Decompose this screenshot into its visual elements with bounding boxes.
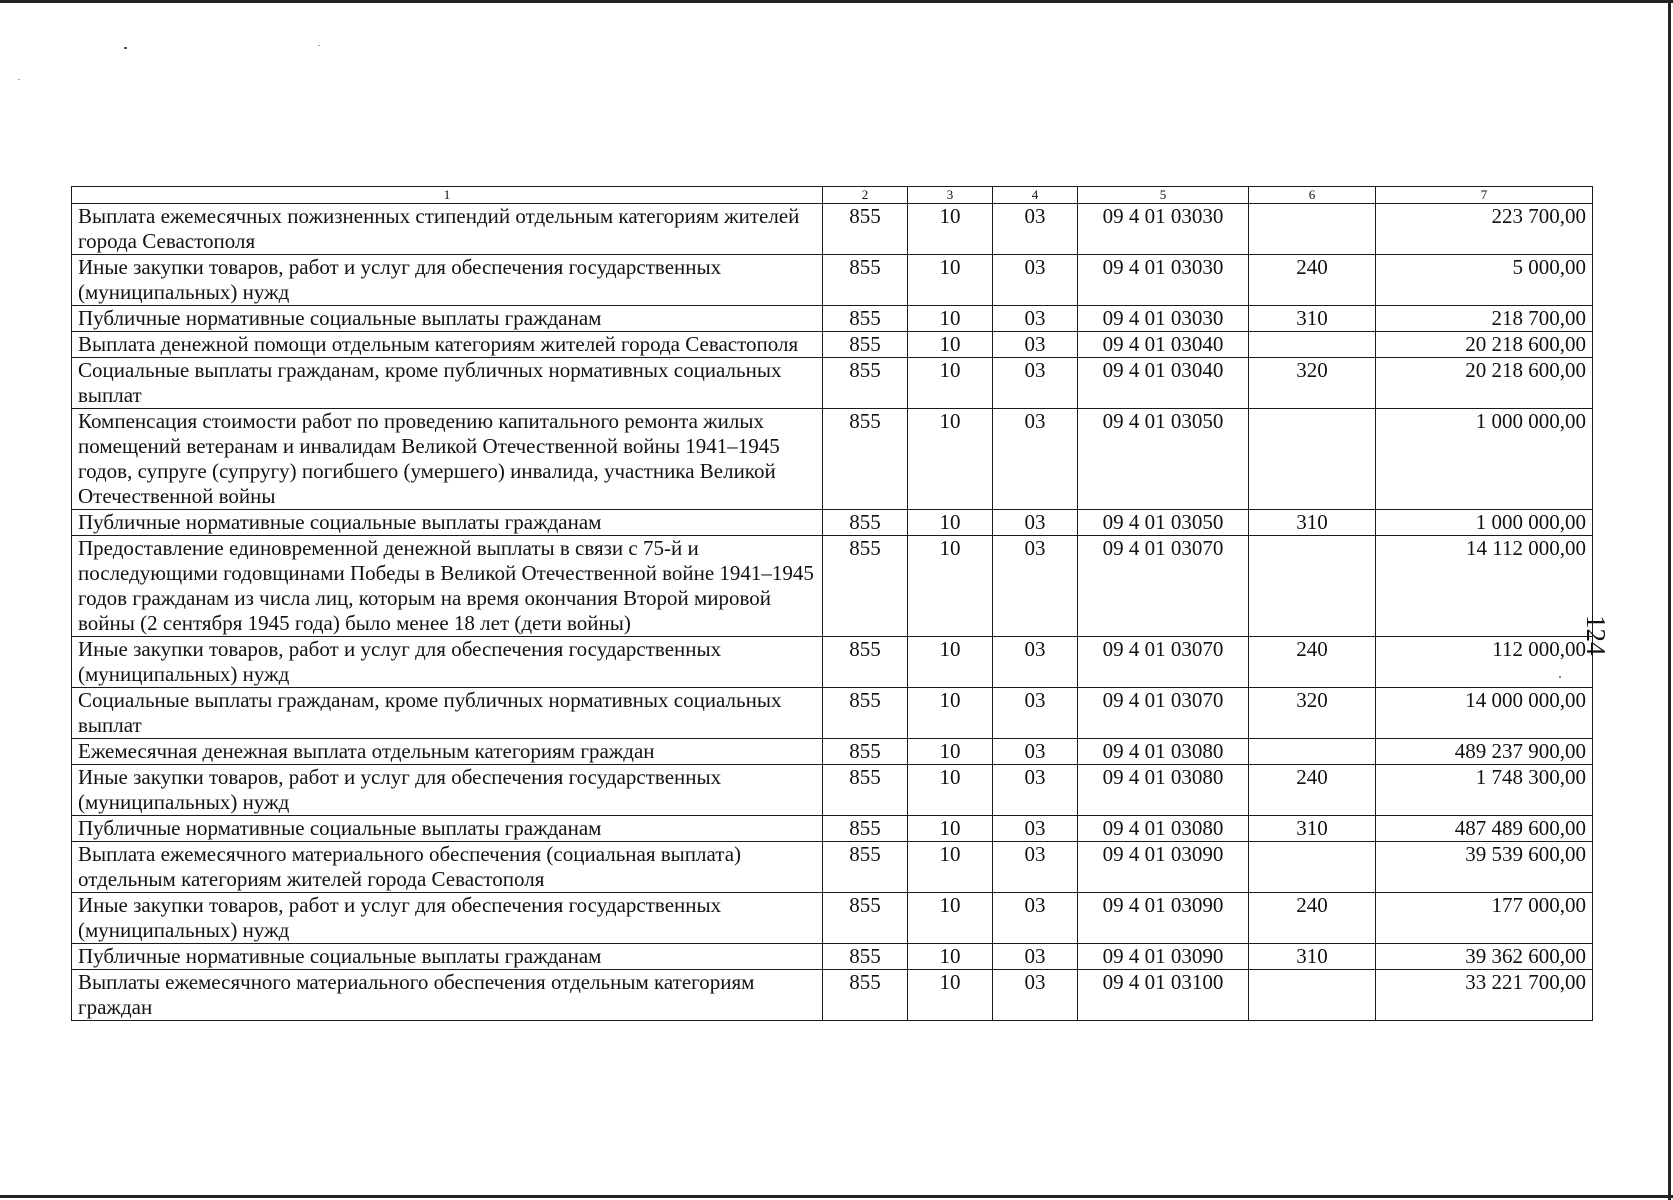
target-article-code: 09 4 01 03030 — [1078, 255, 1249, 306]
row-name: Выплата ежемесячных пожизненных стипендий отдельным категориям жителей города Севастополя — [72, 204, 823, 255]
budget-table — [71, 186, 1593, 1021]
expense-type-code — [1249, 970, 1376, 1021]
ministry-code: 855 — [823, 637, 908, 688]
subsection-code: 03 — [993, 536, 1078, 637]
ministry-code: 855 — [823, 255, 908, 306]
subsection-code: 03 — [993, 893, 1078, 944]
section-code: 10 — [908, 358, 993, 409]
amount: 1 748 300,00 — [1376, 765, 1593, 816]
amount: 223 700,00 — [1376, 204, 1593, 255]
expense-type-code — [1249, 536, 1376, 637]
section-code: 10 — [908, 893, 993, 944]
target-article-code: 09 4 01 03070 — [1078, 688, 1249, 739]
amount: 177 000,00 — [1376, 893, 1593, 944]
section-code: 10 — [908, 765, 993, 816]
expense-type-code — [1249, 332, 1376, 358]
row-name: Публичные нормативные социальные выплаты гражданам — [72, 306, 823, 332]
scan-right-edge — [1668, 0, 1671, 1200]
section-code: 10 — [908, 688, 993, 739]
amount: 14 112 000,00 — [1376, 536, 1593, 637]
subsection-code: 03 — [993, 739, 1078, 765]
column-number-row — [72, 187, 1593, 204]
expense-type-code — [1249, 204, 1376, 255]
expense-type-code: 240 — [1249, 765, 1376, 816]
subsection-code: 03 — [993, 970, 1078, 1021]
subsection-code: 03 — [993, 688, 1078, 739]
expense-type-code: 310 — [1249, 306, 1376, 332]
table-row — [72, 970, 1593, 1021]
column-number: 4 — [993, 187, 1078, 204]
section-code: 10 — [908, 842, 993, 893]
target-article-code: 09 4 01 03080 — [1078, 765, 1249, 816]
ministry-code: 855 — [823, 765, 908, 816]
ministry-code: 855 — [823, 332, 908, 358]
expense-type-code — [1249, 739, 1376, 765]
expense-type-code: 320 — [1249, 688, 1376, 739]
target-article-code: 09 4 01 03040 — [1078, 332, 1249, 358]
amount: 489 237 900,00 — [1376, 739, 1593, 765]
subsection-code: 03 — [993, 306, 1078, 332]
section-code: 10 — [908, 204, 993, 255]
target-article-code: 09 4 01 03100 — [1078, 970, 1249, 1021]
amount: 33 221 700,00 — [1376, 970, 1593, 1021]
table-row — [72, 893, 1593, 944]
table-row — [72, 842, 1593, 893]
row-name: Выплаты ежемесячного материального обеспечения отдельным категориям граждан — [72, 970, 823, 1021]
row-name: Иные закупки товаров, работ и услуг для обеспечения государственных (муниципальных) нужд — [72, 765, 823, 816]
column-number: 3 — [908, 187, 993, 204]
row-name: Компенсация стоимости работ по проведению капитального ремонта жилых помещений ветеранам и инвалидам Великой Отечественной войны 1941–1945 годов, супруге (супругу) погибшего (умершего) инвалида, участника Великой Отечественной войны — [72, 409, 823, 510]
table-row — [72, 637, 1593, 688]
row-name: Ежемесячная денежная выплата отдельным категориям граждан — [72, 739, 823, 765]
column-number: 7 — [1376, 187, 1593, 204]
section-code: 10 — [908, 739, 993, 765]
amount: 112 000,00 — [1376, 637, 1593, 688]
amount: 487 489 600,00 — [1376, 816, 1593, 842]
subsection-code: 03 — [993, 765, 1078, 816]
column-number: 6 — [1249, 187, 1376, 204]
ministry-code: 855 — [823, 842, 908, 893]
row-name: Публичные нормативные социальные выплаты гражданам — [72, 944, 823, 970]
ministry-code: 855 — [823, 510, 908, 536]
section-code: 10 — [908, 255, 993, 306]
amount: 1 000 000,00 — [1376, 409, 1593, 510]
amount: 218 700,00 — [1376, 306, 1593, 332]
subsection-code: 03 — [993, 637, 1078, 688]
subsection-code: 03 — [993, 816, 1078, 842]
ministry-code: 855 — [823, 816, 908, 842]
table-row — [72, 510, 1593, 536]
table-row — [72, 204, 1593, 255]
section-code: 10 — [908, 637, 993, 688]
expense-type-code: 310 — [1249, 816, 1376, 842]
row-name: Социальные выплаты гражданам, кроме публичных нормативных социальных выплат — [72, 358, 823, 409]
ministry-code: 855 — [823, 739, 908, 765]
row-name: Иные закупки товаров, работ и услуг для обеспечения государственных (муниципальных) нужд — [72, 637, 823, 688]
expense-type-code: 240 — [1249, 255, 1376, 306]
section-code: 10 — [908, 536, 993, 637]
target-article-code: 09 4 01 03070 — [1078, 536, 1249, 637]
section-code: 10 — [908, 816, 993, 842]
scan-speck — [318, 45, 320, 46]
table-row — [72, 306, 1593, 332]
target-article-code: 09 4 01 03090 — [1078, 893, 1249, 944]
ministry-code: 855 — [823, 536, 908, 637]
section-code: 10 — [908, 970, 993, 1021]
expense-type-code: 310 — [1249, 510, 1376, 536]
table-row — [72, 409, 1593, 510]
section-code: 10 — [908, 944, 993, 970]
ministry-code: 855 — [823, 409, 908, 510]
expense-type-code — [1249, 842, 1376, 893]
amount: 14 000 000,00 — [1376, 688, 1593, 739]
amount: 5 000,00 — [1376, 255, 1593, 306]
table-row — [72, 536, 1593, 637]
column-number: 5 — [1078, 187, 1249, 204]
table-row — [72, 358, 1593, 409]
subsection-code: 03 — [993, 358, 1078, 409]
ministry-code: 855 — [823, 204, 908, 255]
table-row — [72, 332, 1593, 358]
target-article-code: 09 4 01 03080 — [1078, 816, 1249, 842]
target-article-code: 09 4 01 03090 — [1078, 944, 1249, 970]
subsection-code: 03 — [993, 944, 1078, 970]
amount: 20 218 600,00 — [1376, 332, 1593, 358]
amount: 20 218 600,00 — [1376, 358, 1593, 409]
target-article-code: 09 4 01 03040 — [1078, 358, 1249, 409]
subsection-code: 03 — [993, 332, 1078, 358]
row-name: Выплата денежной помощи отдельным категориям жителей города Севастополя — [72, 332, 823, 358]
ministry-code: 855 — [823, 688, 908, 739]
target-article-code: 09 4 01 03050 — [1078, 510, 1249, 536]
expense-type-code: 240 — [1249, 637, 1376, 688]
section-code: 10 — [908, 306, 993, 332]
ministry-code: 855 — [823, 358, 908, 409]
subsection-code: 03 — [993, 510, 1078, 536]
amount: 1 000 000,00 — [1376, 510, 1593, 536]
expense-type-code — [1249, 409, 1376, 510]
row-name: Публичные нормативные социальные выплаты гражданам — [72, 816, 823, 842]
scan-bottom-edge — [0, 1195, 1673, 1198]
scan-speck — [18, 79, 20, 80]
ministry-code: 855 — [823, 944, 908, 970]
row-name: Социальные выплаты гражданам, кроме публичных нормативных социальных выплат — [72, 688, 823, 739]
expense-type-code: 320 — [1249, 358, 1376, 409]
ministry-code: 855 — [823, 970, 908, 1021]
target-article-code: 09 4 01 03050 — [1078, 409, 1249, 510]
row-name: Публичные нормативные социальные выплаты гражданам — [72, 510, 823, 536]
ministry-code: 855 — [823, 893, 908, 944]
target-article-code: 09 4 01 03070 — [1078, 637, 1249, 688]
row-name: Предоставление единовременной денежной выплаты в связи с 75-й и последующими годовщинами Победы в Великой Отечественной войне 1941–1945 годов гражданам из числа лиц, которым на время окончания Второй мировой войны (2 сентября 1945 года) было менее 18 лет (дети войны) — [72, 536, 823, 637]
table-row — [72, 255, 1593, 306]
target-article-code: 09 4 01 03090 — [1078, 842, 1249, 893]
scan-speck — [124, 47, 127, 49]
row-name: Выплата ежемесячного материального обеспечения (социальная выплата) отдельным категориям жителей города Севастополя — [72, 842, 823, 893]
table-row — [72, 688, 1593, 739]
section-code: 10 — [908, 332, 993, 358]
target-article-code: 09 4 01 03080 — [1078, 739, 1249, 765]
page-number: 124 — [1581, 615, 1611, 656]
target-article-code: 09 4 01 03030 — [1078, 204, 1249, 255]
scan-top-edge — [0, 0, 1673, 3]
column-number: 2 — [823, 187, 908, 204]
subsection-code: 03 — [993, 842, 1078, 893]
row-name: Иные закупки товаров, работ и услуг для обеспечения государственных (муниципальных) нужд — [72, 255, 823, 306]
expense-type-code: 240 — [1249, 893, 1376, 944]
section-code: 10 — [908, 409, 993, 510]
target-article-code: 09 4 01 03030 — [1078, 306, 1249, 332]
subsection-code: 03 — [993, 409, 1078, 510]
column-number: 1 — [72, 187, 823, 204]
table-row — [72, 816, 1593, 842]
expense-type-code: 310 — [1249, 944, 1376, 970]
row-name: Иные закупки товаров, работ и услуг для обеспечения государственных (муниципальных) нужд — [72, 893, 823, 944]
table-row — [72, 765, 1593, 816]
amount: 39 362 600,00 — [1376, 944, 1593, 970]
section-code: 10 — [908, 510, 993, 536]
table-row — [72, 944, 1593, 970]
table-row — [72, 739, 1593, 765]
ministry-code: 855 — [823, 306, 908, 332]
subsection-code: 03 — [993, 204, 1078, 255]
subsection-code: 03 — [993, 255, 1078, 306]
amount: 39 539 600,00 — [1376, 842, 1593, 893]
